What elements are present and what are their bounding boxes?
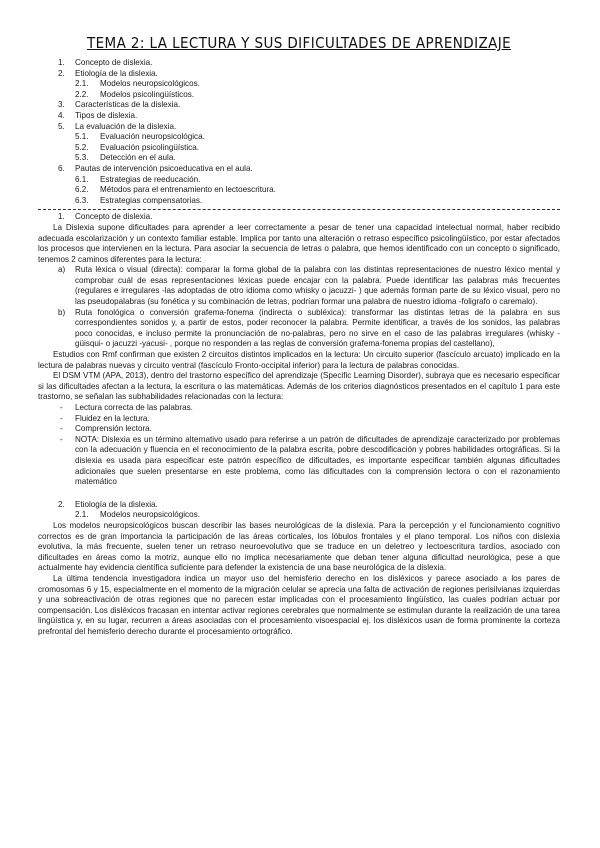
dash-bullet: -	[60, 434, 63, 444]
table-of-contents	[38, 58, 560, 206]
dash-bullet: -	[60, 403, 63, 412]
paragraph: Los modelos neuropsicológicos buscan describir las bases neurológicas de la dislexia. Para la percepción y el funcionamiento cognitivo correctos es de gran importancia la participación de las áreas corticales, los lóbulos frontales y el plano temporal. Los niños con dislexia evolutiva, la más frecuente, suelen tener un retraso neuroevolutivo que se traduce en un deletreo y lectoescritura tardíos, asociado con dificultades en áreas como la motriz, aunque ello no implica necesariamente que deban tener alguna dificultad neurológica, pese a que actualmente hay evidencia científica suficiente para defender la existencia de una base neurológica de la dislexia.	[38, 520, 560, 573]
toc-item: 3. Características de la dislexia.	[58, 100, 181, 110]
paragraph: Estudios con Rmf confirman que existen 2 circuitos distintos implicados en la lectura: Un circuito superior (fascículo arcuato) implicado en la lectura de palabras nuevas y circuito ventral (fascículo Fronto-occipital inferior) para la lectura de palabras conocidas.	[38, 350, 560, 370]
toc-item: 4. Tipos de dislexia.	[58, 110, 138, 120]
subsection-heading: 2.1. Modelos neuropsicológicos.	[75, 510, 200, 520]
dash-bullet: -	[60, 424, 63, 434]
section-heading: 1. Concepto de dislexia.	[58, 212, 153, 222]
toc-subitem: 5.3. Detección en el aula.	[75, 153, 176, 163]
list-item: a) Ruta léxica o visual (directa): comparar la forma global de la palabra con las distintas representaciones de nuestro léxico mental y comprobar cuál de esas representaciones léxicas puede encajar con la palabra. Puede identificar las palabras más frecuentes (regulares e irregulares -las adoptadas de otro idioma como whisky o jacuzzi- ) que además forman parte de su léxico visual, pero no las pseudopalabras (su fonética y su combinación de letras, podrían formar una palabra de nuestro idioma -foligrafo o caremalo).	[58, 265, 560, 307]
toc-subitem: 2.2. Modelos psicolingüísticos.	[75, 89, 195, 99]
document-title: TEMA 2: LA LECTURA Y SUS DIFICULTADES DE APRENDIZAJE	[86, 34, 512, 52]
list-item: - Comprensión lectora.	[60, 424, 152, 434]
list-item: b) Ruta fonológica o conversión grafema-fonema (indirecta o subléxica): transformar las distintas letras de la palabra en sus correspondientes sonidos y, a partir de estos, poder reconocer la palabra. Permite identificar, a través de los sonidos, las palabras poco conocidas, e incluso permite la pronunciación de no-palabras, pero no sirve en el caso de las palabras irregulares (whisky -güisqui- o jacuzzi -yacusi- , porque no responden a las reglas de conversión grafema-fonema propias del castellano),	[58, 307, 560, 349]
list-item: - Lectura correcta de las palabras.	[60, 403, 193, 412]
toc-subitem: 5.1. Evaluación neuropsicológica.	[75, 132, 205, 142]
toc-subitem: 6.1. Estrategias de reeducación.	[75, 174, 201, 184]
toc-item: 6. Pautas de intervención psicoeducativa en el aula.	[58, 163, 253, 173]
toc-item: 5. La evaluación de la dislexia.	[58, 121, 177, 131]
paragraph: La última tendencia investigadora indica un mayor uso del hemisferio derecho en los disléxicos y parece asociado a los pares de cromosomas 6 y 15, especialmente en el momento de la migración celular se aprecia una falta de activación de regiones perisilvianas izquierdas y una sobreactivación de otras regiones que no parecen estar implicadas con el procesamiento lingüístico, las cuales podrían actuar por compensación. Los disléxicos fracasan en intentar activar regiones cerebrales que normalmente se estimulan durante la realización de una tarea lingüística y, en su lugar, recurren a áreas asociadas con el procesamiento visoespacial ej. los disléxicos usan de forma prominente la corteza prefrontal del hemisferio derecho durante el procesamiento ortográfico.	[38, 573, 560, 636]
spacer	[38, 488, 560, 498]
paragraph: El DSM VTM (APA, 2013), dentro del trastorno específico del aprendizaje (Specific Learning Disorder), subraya que es necesario especificar si las dificultades afectan a la lectura, la escritura o las matemáticas. Además de los criterios diagnósticos presentados en el capítulo 1 para este trastorno, se señalan las subhabilidades relacionadas con la lectura:	[38, 371, 560, 402]
toc-subitem: 2.1. Modelos neuropsicológicos.	[75, 79, 200, 89]
list-item: - NOTA: Dislexia es un término alternativo usado para referirse a un patrón de dificultades de aprendizaje caracterizado por problemas con la adecuación y fluencia en el reconocimiento de la palabra escrita, pobre descodificación y pobres habilidades ortográficas. Si la dislexia es usada para especificar este patrón específico de dificultades, es importante especificar también algunas dificultades adicionales que suelen presentarse en este problema, como las dificultades con la comprensión lectora o con el razonamiento matemático	[60, 434, 560, 487]
toc-subitem: 5.2. Evaluación psicolingüística.	[75, 142, 199, 152]
paragraph: La Dislexia supone dificultades para aprender a leer correctamente a pesar de tener una capacidad intelectual normal, haber recibido adecuada escolarización y un contexto familiar estable. Implica por tanto una alteración o retraso específico psicolingüístico, por estar afectados los procesos que intervienen en la lectura. Para asociar la secuencia de letras o palabra, que hemos identificado con un concepto o significado, tenemos 2 caminos diferentes para la lectura:	[38, 222, 560, 264]
list-item: - Fluidez en la lectura.	[60, 413, 150, 423]
dash-bullet: -	[60, 413, 63, 423]
dashed-divider	[38, 209, 560, 210]
toc-subitem: 6.3. Estrategias compensatorias.	[75, 195, 203, 205]
section-heading: 2. Etiología de la dislexia.	[58, 499, 158, 509]
toc-item: 1. Concepto de dislexia.	[58, 58, 153, 67]
toc-subitem: 6.2. Métodos para el entrenamiento en lectoescritura.	[75, 185, 276, 195]
toc-item: 2. Etiología de la dislexia.	[58, 68, 158, 78]
